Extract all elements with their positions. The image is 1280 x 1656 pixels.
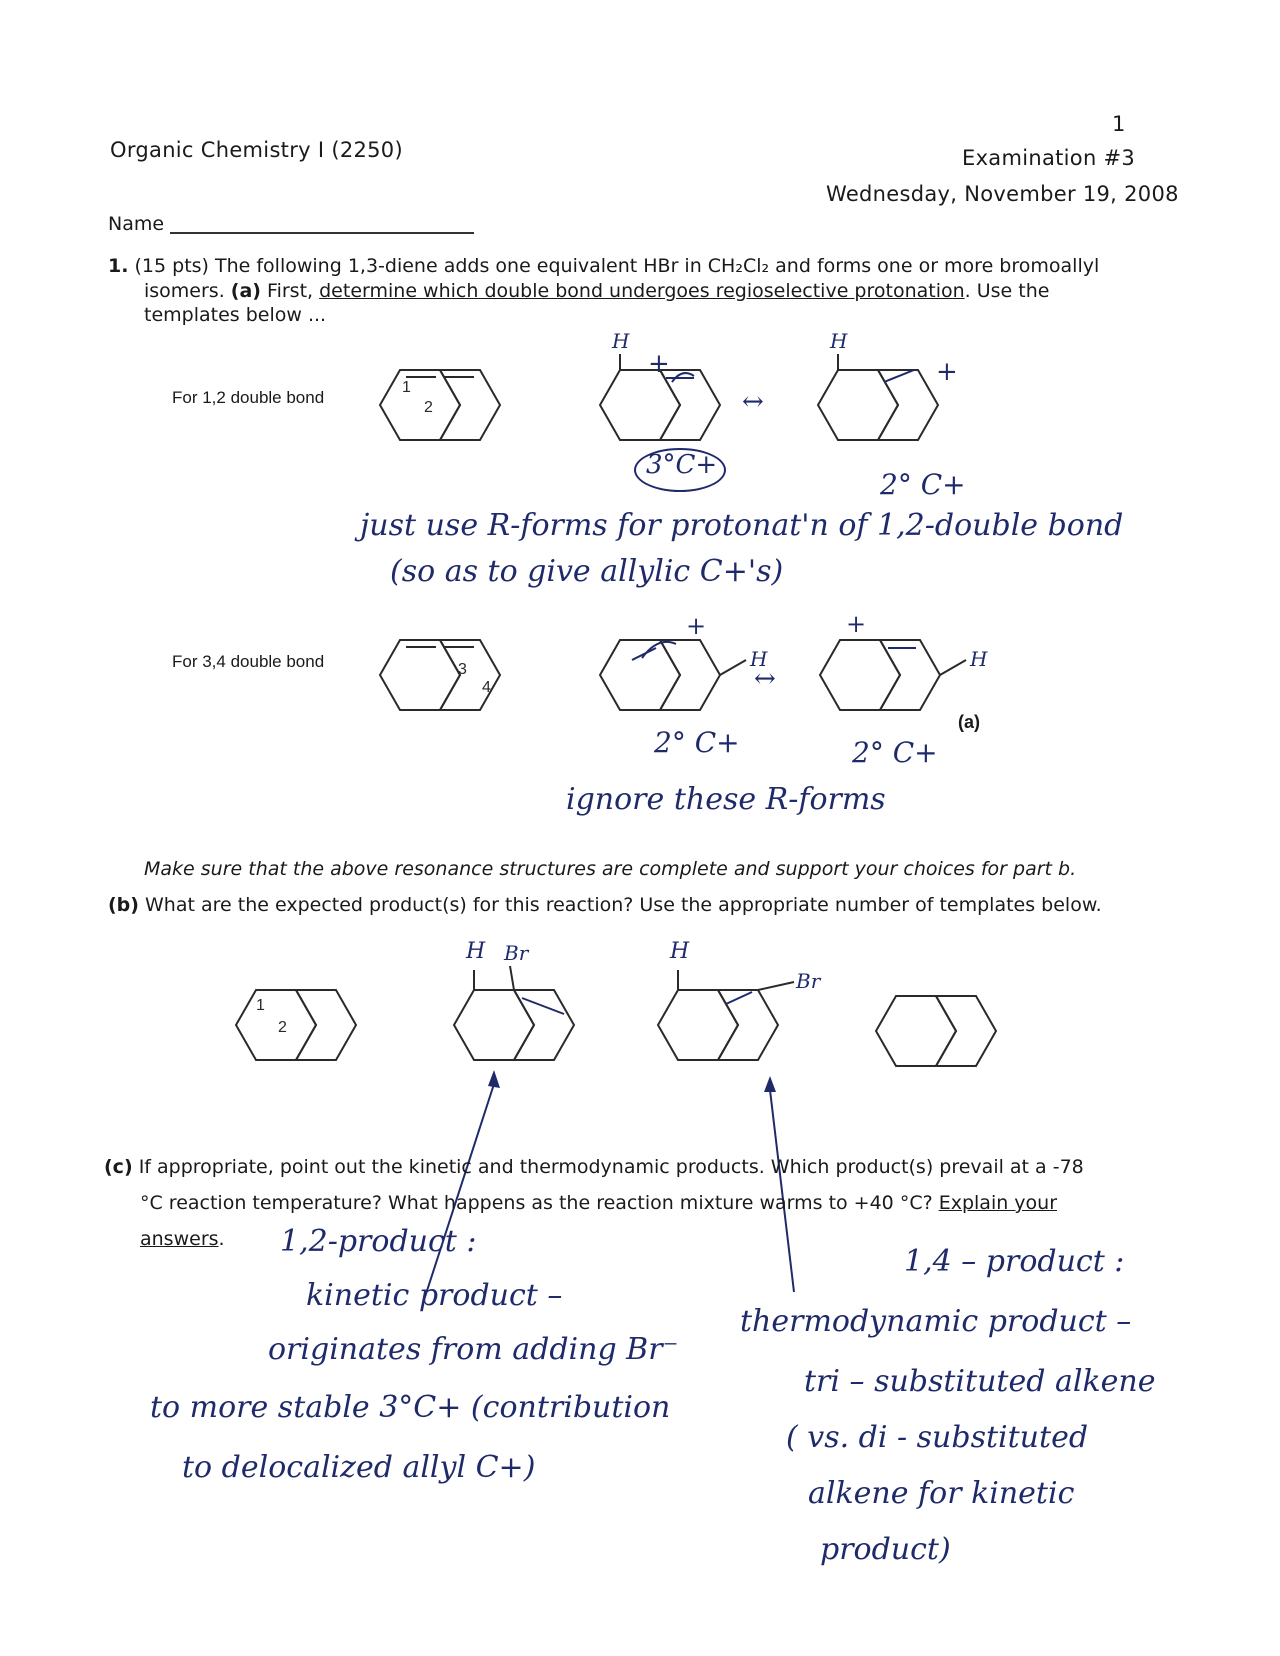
q1-isomers: isomers. — [144, 280, 225, 302]
part-c-text-2: °C reaction temperature? What happens as the reaction mixture warms to +40 °C? — [140, 1192, 933, 1214]
br-label: Br — [504, 941, 529, 965]
note-3-carbocation: 3°C+ — [646, 450, 718, 480]
atom-number-4: 4 — [482, 679, 491, 696]
part-c-line3 — [140, 1228, 225, 1250]
q1-line3: templates below ... — [144, 304, 327, 326]
answer-right-3: tri – substituted alkene — [804, 1364, 1156, 1399]
answer-left-4: to more stable 3°C+ (contribution — [150, 1390, 671, 1425]
plus-label: + — [648, 349, 670, 379]
plus-mark-34a: + — [686, 612, 707, 640]
atom-number-2: 2 — [278, 1019, 287, 1036]
part-c-answers: answers — [140, 1228, 219, 1250]
h-label: H — [750, 647, 768, 671]
label-34-double-bond: For 3,4 double bond — [172, 652, 325, 671]
course-title: Organic Chemistry I (2250) — [110, 138, 403, 162]
note-2-carbocation-c: 2° C+ — [852, 736, 938, 769]
label-12-double-bond: For 1,2 double bond — [172, 388, 325, 407]
q1-number: 1. — [108, 255, 129, 277]
br-label: Br — [796, 969, 821, 993]
atom-number-1: 1 — [256, 997, 265, 1014]
q1-text-line1: (15 pts) The following 1,3-diene adds one equivalent HBr in CH₂Cl₂ and forms one or more bromoallyl — [134, 255, 1100, 277]
make-sure-note: Make sure that the above resonance structures are complete and support your choices for part b. — [144, 858, 1077, 880]
arrowhead-14 — [764, 1076, 776, 1092]
note-2-carbocation-b: 2° C+ — [654, 726, 740, 759]
exam-date: Wednesday, November 19, 2008 — [826, 182, 1179, 206]
atom-number-2: 2 — [424, 399, 433, 416]
answer-left-3: originates from adding Br⁻ — [268, 1332, 679, 1367]
h-label: H — [970, 647, 988, 671]
part-c-period: . — [218, 1228, 225, 1250]
page-number: 1 — [1112, 112, 1126, 136]
q1-first: First, — [267, 280, 314, 302]
answer-right-4: ( vs. di - substituted — [786, 1420, 1089, 1455]
q1-use-the: . Use the — [964, 280, 1050, 302]
arrow-to-14-product — [770, 1090, 794, 1292]
h-label: H — [466, 939, 486, 964]
resonance-arrow-2: ↔ — [754, 664, 776, 694]
h-label: H — [830, 329, 848, 353]
note-1-line-1: just use R-forms for protonat'n of 1,2-double bond — [360, 508, 1124, 543]
part-c-text-1: If appropriate, point out the kinetic and thermodynamic products. Which product(s) prevail at a -78 — [138, 1156, 1084, 1178]
note-1-line-2: (so as to give allylic C+'s) — [390, 554, 784, 589]
part-c-label: (c) — [104, 1156, 133, 1178]
h-label: H — [612, 329, 630, 353]
answer-right-6: product) — [820, 1532, 951, 1567]
part-b-text: What are the expected product(s) for this reaction? Use the appropriate number of templates below. — [145, 894, 1102, 916]
name-label: Name — [108, 213, 165, 235]
answer-left-5: to delocalized allyl C+) — [182, 1450, 536, 1485]
part-c-line2 — [140, 1192, 1057, 1214]
arrowhead-12 — [488, 1070, 500, 1088]
plus-label: + — [936, 357, 958, 387]
note-ignore-r-forms: ignore these R-forms — [566, 782, 886, 817]
exam-title: Examination #3 — [962, 146, 1136, 170]
part-b-label: (b) — [108, 894, 139, 916]
answer-left-1: 1,2-product : — [280, 1224, 477, 1259]
part-c-explain: Explain your — [938, 1192, 1058, 1214]
answer-right-1: 1,4 – product : — [904, 1244, 1125, 1279]
answer-left-2: kinetic product – — [306, 1278, 563, 1313]
arrow-glyph: ↔ — [742, 387, 764, 417]
part-a-label: (a) — [230, 280, 261, 302]
plus-mark-34b: + — [846, 610, 867, 638]
answer-right-2: thermodynamic product – — [740, 1304, 1132, 1339]
atom-number-3: 3 — [458, 661, 467, 678]
atom-number-1: 1 — [402, 379, 411, 396]
part-c-line1 — [104, 1156, 1084, 1178]
note-2-carbocation-a: 2° C+ — [880, 468, 966, 501]
q1-underlined-instruction: determine which double bond undergoes regioselective protonation — [319, 280, 965, 302]
h-label: H — [670, 939, 690, 964]
answer-right-5: alkene for kinetic — [808, 1476, 1075, 1511]
label-a-marker: (a) — [958, 712, 980, 732]
